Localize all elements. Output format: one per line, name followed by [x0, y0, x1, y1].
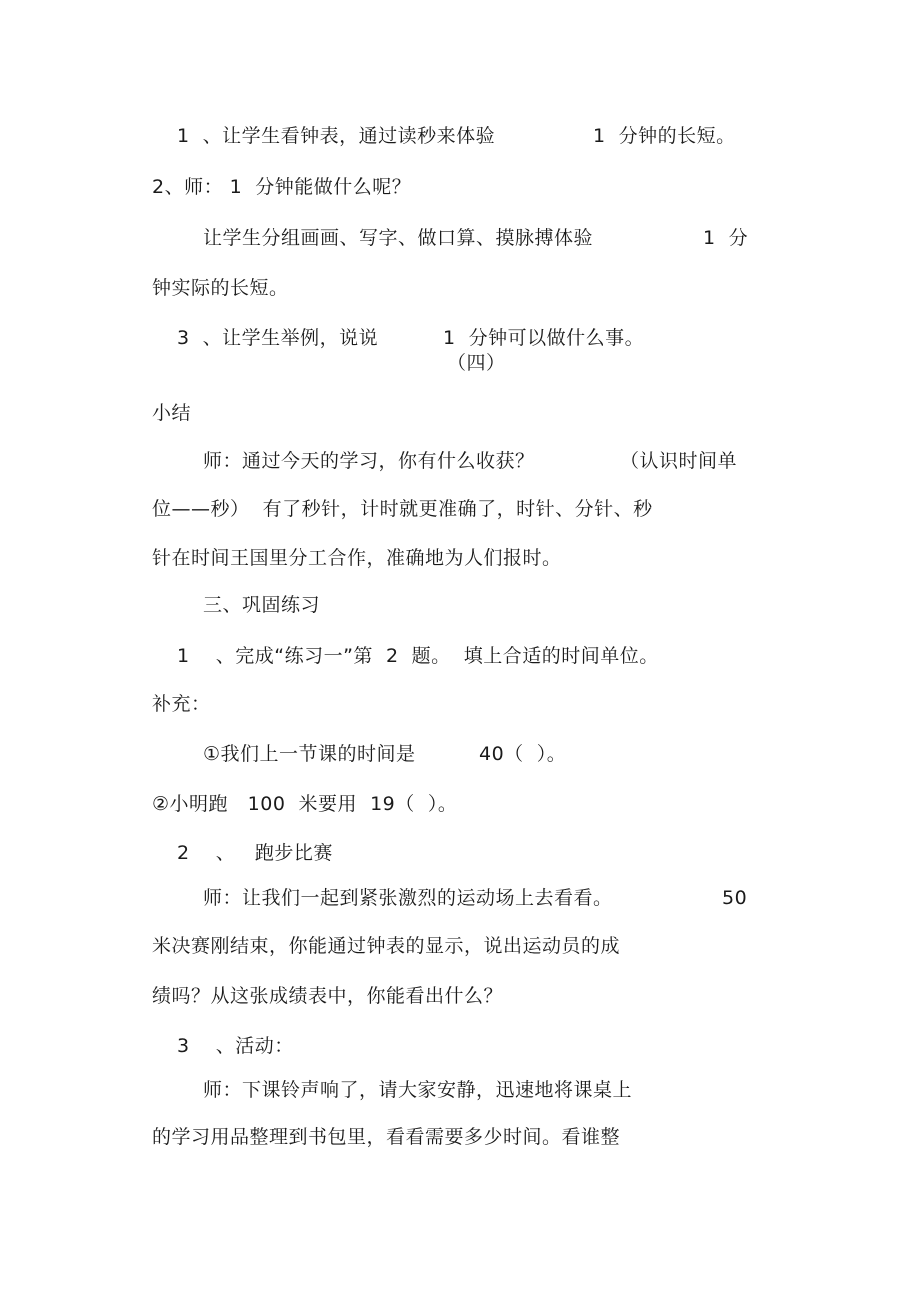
text-line: 针在时间王国里分工合作，准确地为人们报时。: [152, 547, 562, 569]
text-line: 钟实际的长短。: [152, 277, 289, 299]
text-line: 3 、让学生举例，说说: [177, 327, 379, 349]
text-line: 1 分钟的长短。: [593, 125, 736, 147]
text-line: 让学生分组画画、写字、做口算、摸脉搏体验: [203, 227, 594, 249]
text-line: 补充：: [152, 693, 211, 715]
text-line: 的学习用品整理到书包里，看看需要多少时间。看谁整: [152, 1126, 621, 1148]
text-line: 50: [722, 887, 748, 909]
text-line: 1 、让学生看钟表，通过读秒来体验: [177, 125, 496, 147]
text-line: ①我们上一节课的时间是: [203, 743, 416, 765]
text-line: 2 、 跑步比赛: [177, 842, 333, 864]
text-line: 师：下课铃声响了，请大家安静，迅速地将课桌上: [203, 1079, 633, 1101]
section-heading: （四）: [447, 352, 506, 374]
text-line: 师：通过今天的学习，你有什么收获？: [203, 450, 535, 472]
text-line: ②小明跑 100 米要用 19（ ）。: [152, 793, 458, 815]
text-line: 40（ ）。: [479, 743, 567, 765]
text-line: （认识时间单: [620, 450, 738, 472]
text-line: 绩吗？从这张成绩表中，你能看出什么？: [152, 985, 504, 1007]
section-heading: 三、巩固练习: [203, 594, 321, 616]
text-line: 位——秒） 有了秒针，计时就更准确了，时针、分针、秒: [152, 498, 653, 520]
text-line: 3 、活动：: [177, 1035, 294, 1057]
text-line: 1 分钟可以做什么事。: [443, 327, 645, 349]
text-line: 2、师： 1 分钟能做什么呢？: [152, 176, 412, 198]
text-line: 1 分: [703, 227, 749, 249]
text-line: 米决赛刚结束，你能通过钟表的显示，说出运动员的成: [152, 935, 621, 957]
section-heading: 小结: [152, 402, 192, 424]
text-line: 师：让我们一起到紧张激烈的运动场上去看看。: [203, 887, 613, 909]
text-line: 1 、完成“练习一”第 2 题。 填上合适的时间单位。: [177, 645, 659, 667]
